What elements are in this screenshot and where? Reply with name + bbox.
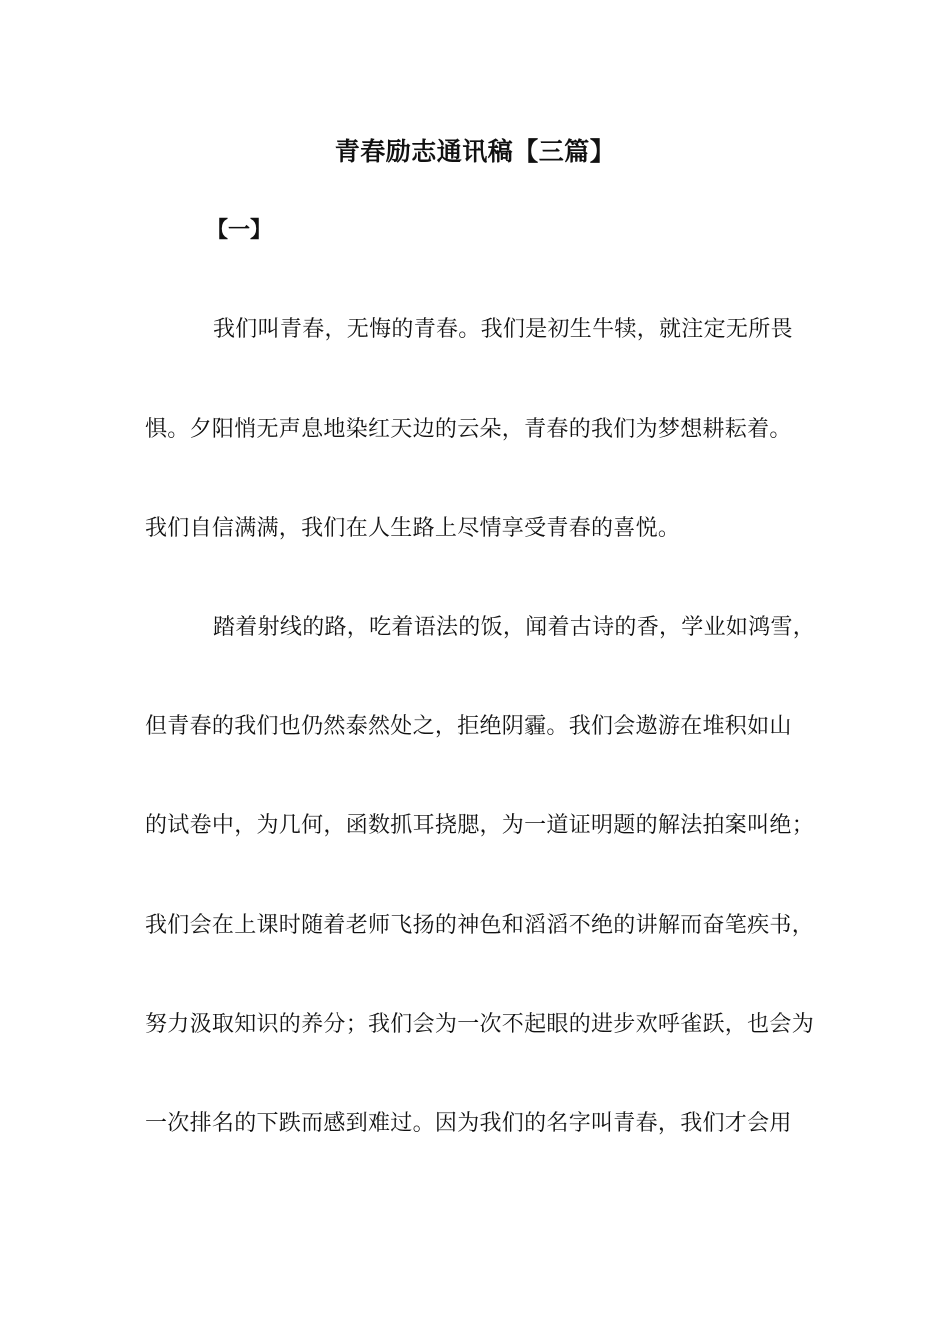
- paragraph-2-line-5: 努力汲取知识的养分；我们会为一次不起眼的进步欢呼雀跃，也会为: [145, 1012, 815, 1037]
- document-title: 青春励志通讯稿【三篇】: [334, 137, 616, 166]
- paragraph-2-line-2: 但青春的我们也仍然泰然处之，拒绝阴霾。我们会遨游在堆积如山: [145, 714, 792, 739]
- section-heading: 【一】: [206, 217, 273, 243]
- paragraph-2-line-6: 一次排名的下跌而感到难过。因为我们的名字叫青春，我们才会用: [145, 1111, 792, 1136]
- paragraph-2-line-4: 我们会在上课时随着老师飞扬的神色和滔滔不绝的讲解而奋笔疾书，: [145, 913, 815, 938]
- paragraph-1-line-1: 我们叫青春，无悔的青春。我们是初生牛犊，就注定无所畏: [213, 317, 793, 342]
- paragraph-2-line-3: 的试卷中，为几何，函数抓耳挠腮，为一道证明题的解法拍案叫绝；: [145, 813, 815, 838]
- paragraph-1-line-3: 我们自信满满，我们在人生路上尽情享受青春的喜悦。: [145, 516, 681, 541]
- paragraph-2-line-1: 踏着射线的路，吃着语法的饭，闻着古诗的香，学业如鸿雪，: [213, 615, 816, 640]
- paragraph-1-line-2: 惧。夕阳悄无声息地染红天边的云朵，青春的我们为梦想耕耘着。: [145, 417, 792, 442]
